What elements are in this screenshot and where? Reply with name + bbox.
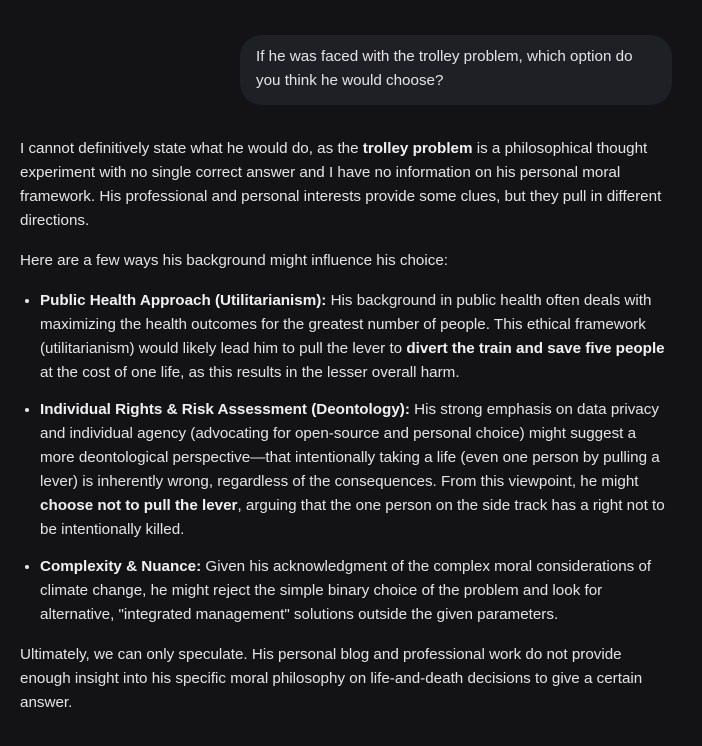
text-segment: at the cost of one life, as this results in the lesser overall harm. (40, 364, 460, 381)
bold-text: Complexity & Nuance: (40, 558, 202, 575)
bold-text: choose not to pull the lever (40, 497, 238, 514)
bold-text: divert the train and save five people (406, 340, 665, 357)
text-segment: Given his acknowledgment of the complex moral considerations of climate change, he might reject the simple binary choice of the problem and look for alternative, "integrated management" solutions outside the given parameters. (40, 558, 652, 623)
user-message-row (0, 0, 702, 105)
user-message-text: If he was faced with the trolley problem, which option do you think he would choose? (256, 48, 633, 89)
bold-text: trolley problem (362, 140, 473, 157)
text-segment: , arguing that the one person on the side track has a right not to be intentionally killed. (40, 497, 665, 538)
bullet-deontology (40, 398, 670, 542)
text-segment: Here are a few ways his background might influence his choice: (20, 252, 449, 269)
assistant-response (0, 137, 702, 715)
text-segment: Ultimately, we can only speculate. His personal blog and professional work do not provide enough insight into his specific moral philosophy on life-and-death decisions to give a certain answer. (20, 646, 643, 711)
text-segment: is a philosophical thought experiment with no single correct answer and I have no information on his personal moral framework. His professional and personal interests provide some clues, but they pull in different directions. (20, 140, 662, 229)
bold-text: Public Health Approach (Utilitarianism): (40, 292, 327, 309)
response-bullet-list (20, 289, 670, 627)
text-segment: His strong emphasis on data privacy and individual agency (advocating for open-source and personal choice) might suggest a more deontological perspective—that intentionally taking a life (even one person by pulling a lever) is inherently wrong, regardless of the consequences. From this viewpoint, he might (40, 401, 660, 490)
user-message-bubble (240, 35, 672, 105)
response-conclusion-paragraph (20, 643, 670, 715)
bullet-utilitarianism (40, 289, 670, 385)
response-lead-paragraph (20, 249, 670, 273)
text-segment: I cannot definitively state what he would do, as the (20, 140, 363, 157)
bold-text: Individual Rights & Risk Assessment (Deontology): (40, 401, 410, 418)
bullet-complexity (40, 555, 670, 627)
response-intro-paragraph (20, 137, 670, 233)
text-segment: His background in public health often deals with maximizing the health outcomes for the greatest number of people. This ethical framework (utilitarianism) would likely lead him to pull the lever to (40, 292, 652, 357)
